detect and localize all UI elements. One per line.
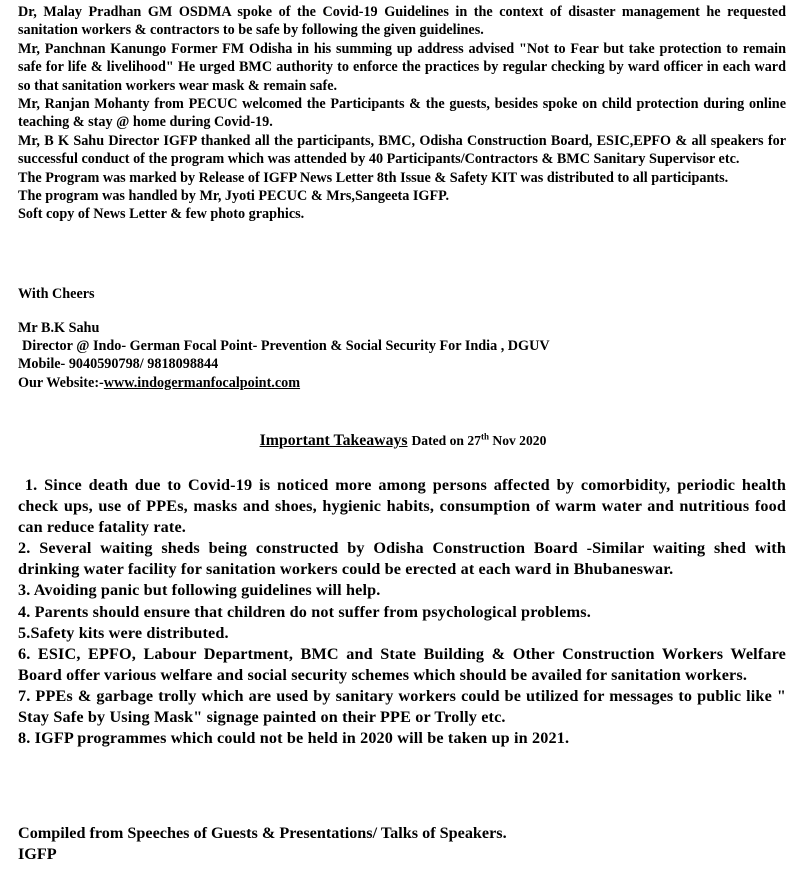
greeting — [18, 285, 95, 303]
takeaway-item: 6. ESIC, EPFO, Labour Department, BMC and State Building & Other Construction Workers Welfare Board offer various welfare and social security schemes which should be availed for sanitation workers. — [18, 644, 786, 684]
takeaways-list — [18, 475, 791, 749]
paragraph-program-handled: The program was handled by Mr, Jyoti PECUC & Mrs,Sangeeta IGFP. — [18, 188, 450, 205]
takeaway-item: 3. Avoiding panic but following guidelines will help. — [18, 581, 381, 600]
greeting-text: With Cheers — [18, 286, 95, 302]
signatory-name: Mr B.K Sahu — [18, 320, 100, 336]
report-paragraphs — [18, 3, 786, 224]
org-name: IGFP — [18, 845, 57, 864]
paragraph-pecuc-welcome: Mr, Ranjan Mohanty from PECUC welcomed the Participants & the guests, besides spoke on child protection during online teaching & stay @ home during Covid-19. — [18, 96, 786, 131]
takeaway-item: 5.Safety kits were distributed. — [18, 623, 229, 642]
signatory-mobile: Mobile- 9040590798/ 9818098844 — [18, 356, 219, 373]
website-line — [18, 374, 550, 392]
takeaways-heading — [0, 432, 806, 450]
takeaways-date: Dated on 27th Nov 2020 — [411, 431, 547, 448]
takeaway-item: 8. IGFP programmes which could not be held in 2020 will be taken up in 2021. — [18, 729, 570, 748]
signatory-title: Director @ Indo- German Focal Point- Prevention & Social Security For India , DGUV — [22, 338, 550, 355]
takeaway-item: 2. Several waiting sheds being constructed by Odisha Construction Board -Similar waiting shed with drinking water facility for sanitation workers could be erected at each ward in Bhubaneswar. — [18, 539, 786, 579]
website-label: Our Website:- — [18, 374, 104, 391]
closing-block — [18, 823, 507, 865]
takeaway-item: 7. PPEs & garbage trolly which are used by sanitary workers could be utilized for messages to public like " Stay Safe by Using Mask" signage painted on their PPE or Trolly etc. — [18, 686, 786, 727]
signature-block — [18, 319, 550, 392]
website-link[interactable]: www.indogermanfocalpoint.com — [103, 374, 301, 391]
takeaway-item: 1. Since death due to Covid-19 is noticed more among persons affected by comorbidity, periodic health check ups, use of PPEs, masks and shoes, hygienic habits, consumption of warm water and nutritious food can reduce fatality rate. — [18, 476, 791, 537]
paragraph-osdma: Dr, Malay Pradhan GM OSDMA spoke of the Covid-19 Guidelines in the context of disaster management he requested sanitation workers & contractors to be safe by following the given guidelines. — [18, 4, 786, 39]
paragraph-soft-copy: Soft copy of News Letter & few photo graphics. — [18, 206, 305, 223]
paragraph-newsletter-release: The Program was marked by Release of IGFP News Letter 8th Issue & Safety KIT was distributed to all participants. — [18, 169, 729, 186]
takeaways-title: Important Takeaways — [259, 432, 408, 449]
paragraph-former-fm: Mr, Panchnan Kanungo Former FM Odisha in his summing up address advised "Not to Fear but take protection to remain safe for life & livelihood" He urged BMC authority to enforce the practices by regular checking by ward officer in each ward so that sanitation workers wear mask & remain safe. — [18, 40, 786, 94]
takeaway-item: 4. Parents should ensure that children do not suffer from psychological problems. — [18, 602, 591, 621]
paragraph-vote-of-thanks: Mr, B K Sahu Director IGFP thanked all the participants, BMC, Odisha Construction Board, ESIC,EPFO & all speakers for successful conduct of the program which was attended by 40 Participants/Contractors & BMC Sanitary Supervisor etc. — [18, 132, 786, 168]
compiled-note: Compiled from Speeches of Guests & Presentations/ Talks of Speakers. — [18, 824, 507, 842]
